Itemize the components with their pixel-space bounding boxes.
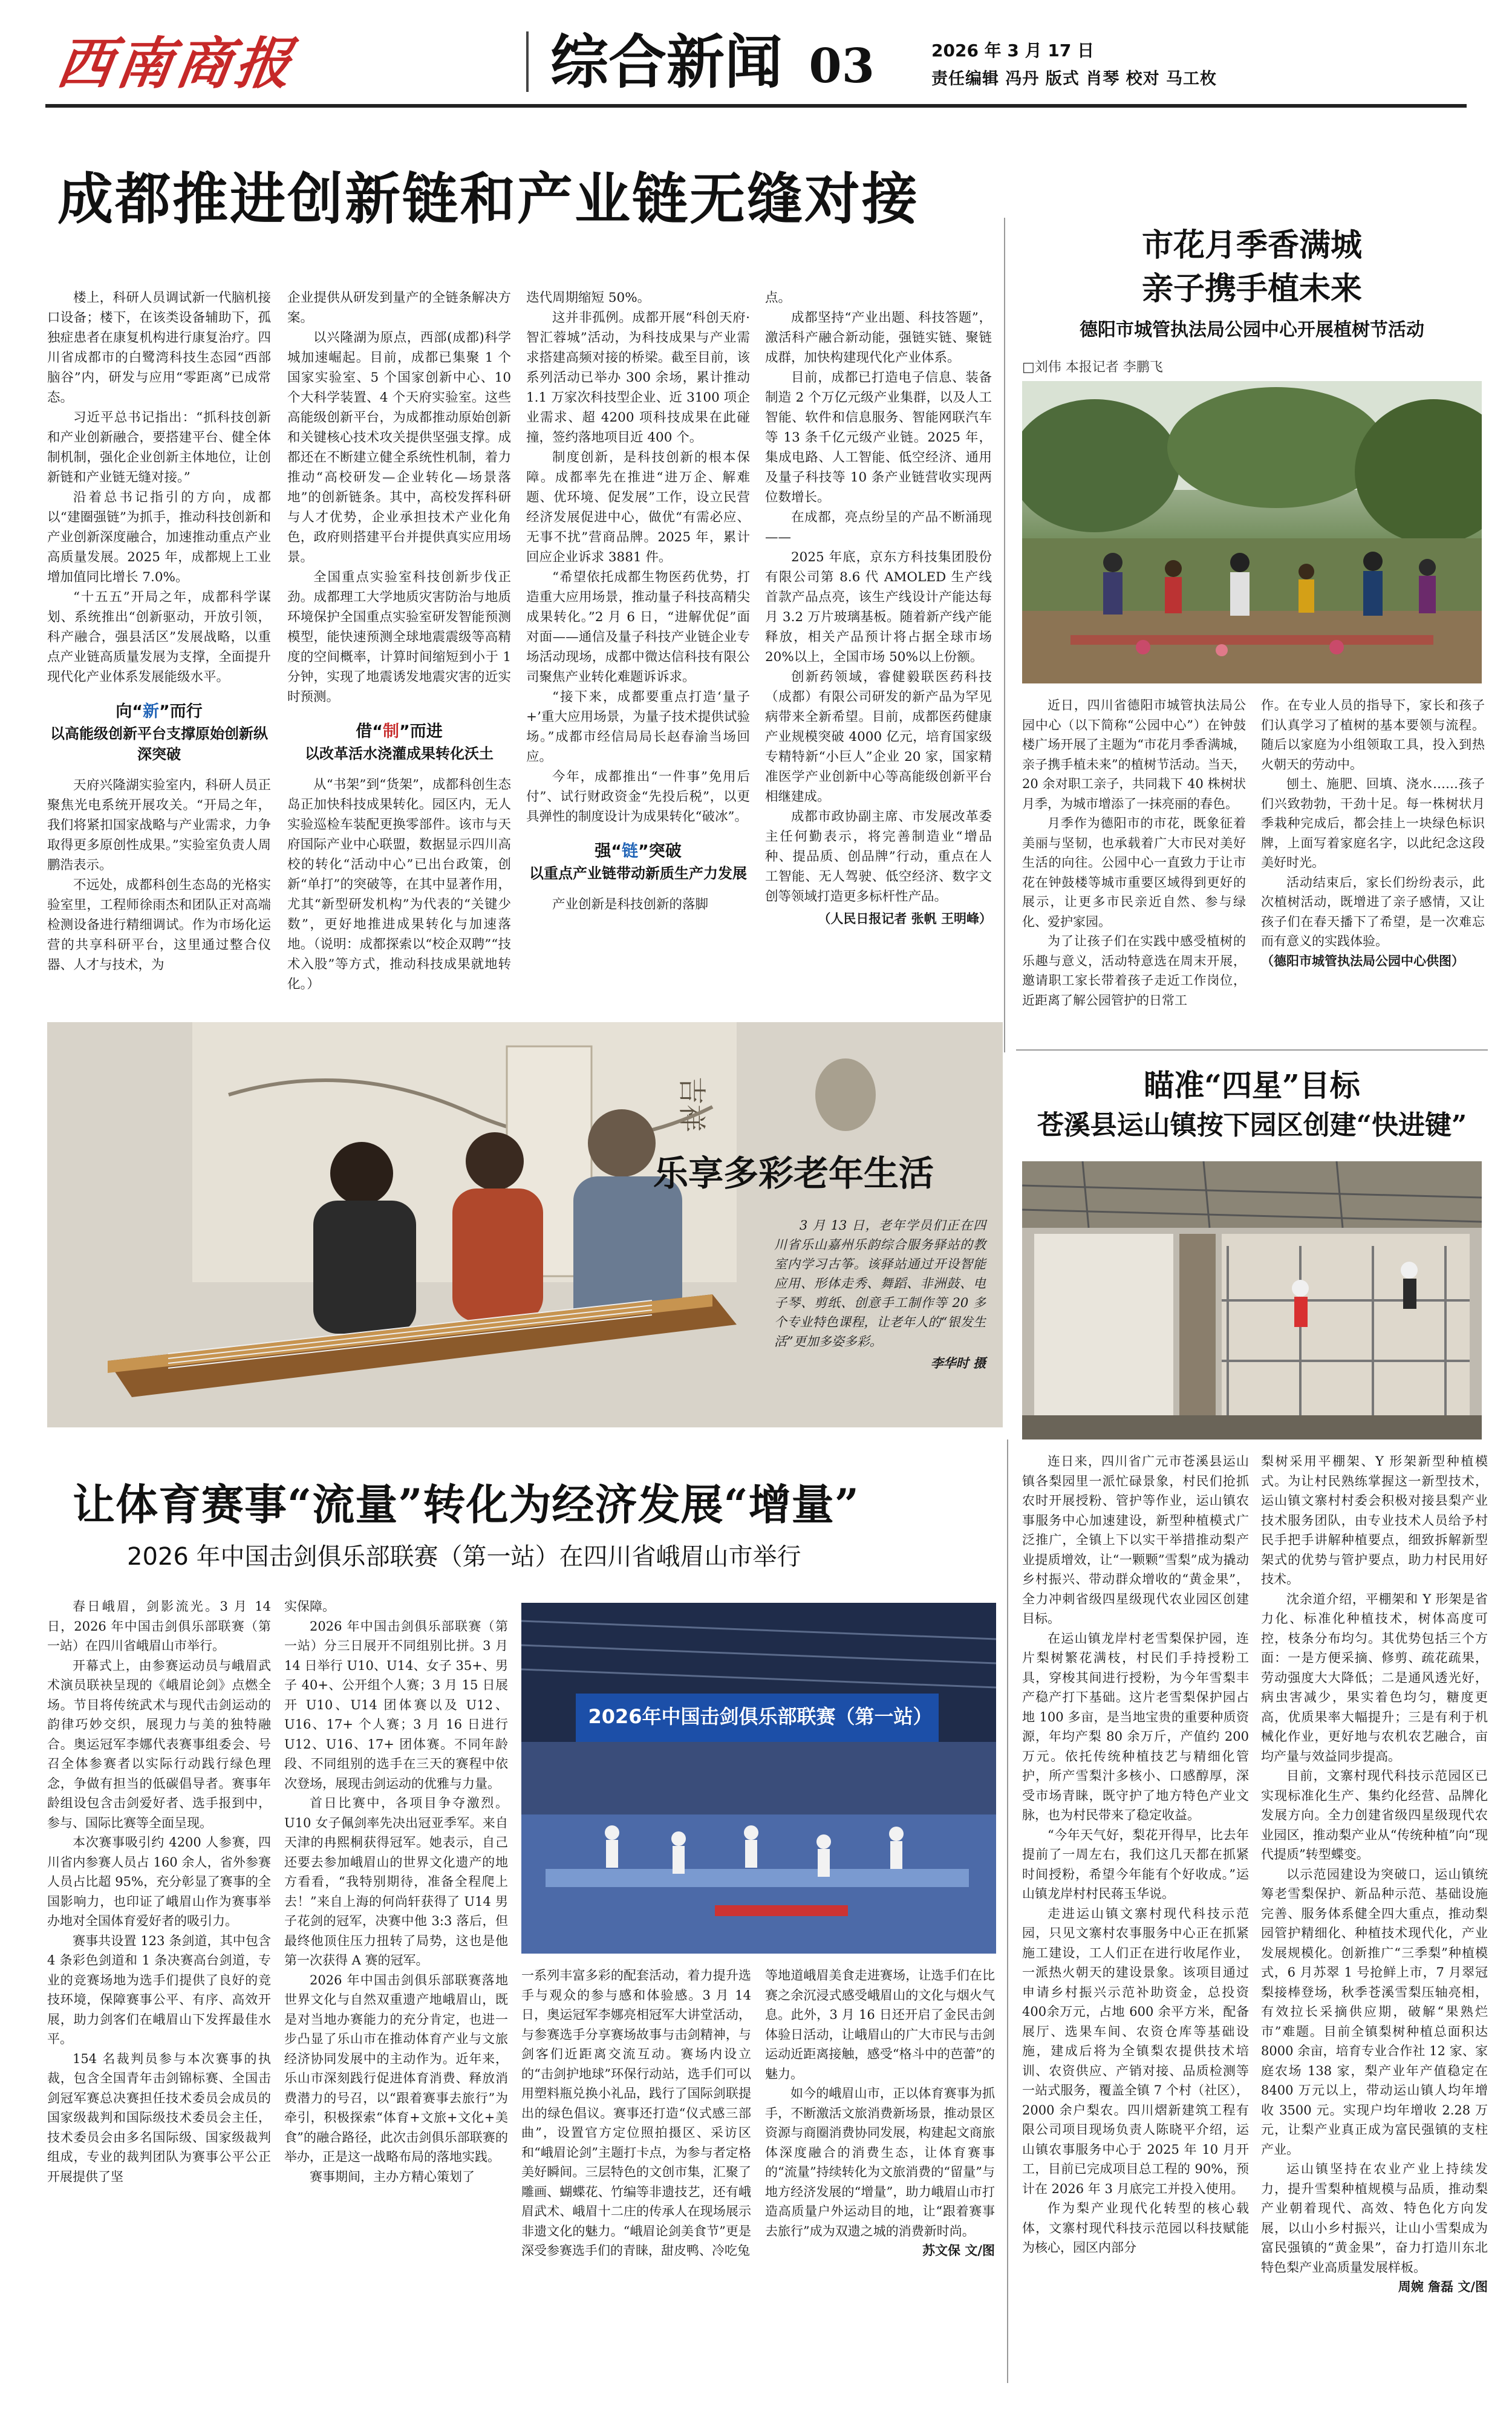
story1-subhead3: 强“链”突破 以重点产业链带动新质生产力发展 (529, 842, 747, 882)
fencing-banner-text: 2026年中国击剑俱乐部联赛（第一站） (588, 1705, 933, 1728)
story1-col1-bottom: 天府兴隆湖实验室内，科研人员正聚焦光电系统开展攻关。“开局之年，我们将紧扣国家战略与产业需求，力争取得更多原创性成果。”实验室负责人周鹏浩表示。 不远处，成都科创生态岛的光格实验室里，工程师徐雨杰和团队正对高端检测设备进行精细调试。作为市场化运营的共享科研平台，这里通过整合仪器、人才与技术，为 (47, 778, 271, 973)
story1-col3: 迭代周期缩短 50%。 这并非孤例。成都开展“科创天府·智汇蓉城”活动，为科技成果与产业需求搭建高频对接的桥梁。截至目前，该系列活动已举办 300 余场，累计推动 1.1 万家次科技型企业、近 3100 项企业需求、超 4200 项科技成果在此碰撞，签约落地项目近 400 个。 制度创新，是科技创新的根本保障。成都率先在推进“进万企、解难题、优环境、促发展”工作，设立民营经济发展促进中心，做优“有需必应、无事不扰”营商品牌。2025 年，累计回应企业诉求 3881 件。 “希望依托成都生物医药优势，打造重大应用场景，推动量子科技高精尖成果转化。”2 月 6 日，“进解优促”面对面——通信及量子科技产业链企业专场活动现场，成都中微达信科技有限公司聚焦产业转化难题诉诉求。 “接下来，成都要重点打造‘量子+’重大应用场景，为量子技术提供试验场。”成都市经信局局长赵春渝当场回应。 今年，成都推出“一件事”免用后付”、试行财政资金“先投后税”，以更具弹性的制度设计为成果转化“破冰”。 强“链”突破 以重点产业链带动新质生产力发展 产业创新是科技创新的落脚 (526, 290, 750, 912)
story5-col3: 一系列丰富多彩的配套活动，着力提升选手与观众的参与感和体验感。3 月 14 日，奥运冠军李娜亮相冠军大讲堂活动，与参赛选手分享赛场故事与击剑精神，与剑客们近距离交流互动。赛场内设立的“击剑护地球”环保行动站，选手们可以用塑料瓶兑换小礼品，践行了国际剑联提出的绿色倡议。赛事还打造“仪式感三部曲”，设置官方定位照拍摄区、采访区和“峨眉论剑”主题打卡点，为参与者定格美好瞬间。三层特色的文创市集，汇聚了雕画、蝴蝶花、竹编等非遗技艺，还有峨眉武术、峨眉十二庄的传承人在现场展示非遗文化的魅力。“峨眉论剑美食节”更是深受参赛选手们的青睐，甜皮鸭、冷吃兔 (521, 1968, 751, 2258)
story1-subhead2: 借“制”而进 以改革活水浇灌成果转化沃土 (305, 722, 494, 762)
story2-subhead: 德阳市城管执法局公园中心开展植树节活动 (1080, 319, 1424, 341)
story2-photo-credit: □刘伟 本报记者 李鹏飞 (1022, 360, 1163, 375)
story2-byline: （德阳市城管执法局公园中心供图） (1261, 953, 1464, 968)
page-number: 03 (809, 39, 875, 94)
story3-credit: 李华时 摄 (930, 1356, 986, 1371)
masthead: 西南商报 (53, 31, 299, 96)
editor-credits: 责任编辑 冯丹 版式 肖琴 校对 马工枚 (931, 70, 1217, 88)
tree-planting-scene (1022, 381, 1482, 683)
story1-col4: 点。 成都坚持“产业出题、科技答题”，激活科产融合新动能，强链实链、聚链成群，加快构建现代化产业体系。 目前，成都已打造电子信息、装备制造 2 个万亿元级产业集群，以及人工智能、软件和信息服务、智能网联汽车等 13 条千亿元级产业链。2025 年，集成电路、人工智能、低空经济、通用及量子科技等 10 条产业链营收实现两位数增长。 在成都，亮点纷呈的产品不断涌现—— 2025 年底，京东方科技集团股份有限公司第 8.6 代 AMOLED 生产线首款产品点亮，该生产线设计产能达每月 3.2 万片玻璃基板。随着新产线产能释放，相关产品预计将占据全球市场 20%以上，全国市场 50%以上份额。 创新药领域，睿健毅联医药科技（成都）有限公司研发的新产品为罕见病带来全新希望。目前，成都医药健康产业规模突破 4000 亿元，培育国家级专精特新“小巨人”企业 20 家，国家精准医学产业创新中心等高能级创新平台相继建成。 成都市政协副主席、市发展改革委主任何勤表示，将完善制造业“增品种、提品质、创品牌”行动，重点在人工智能、无人驾驶、低空经济、数字文创等领域打造更多标杆性产品。 （人民日报记者 张帆 王明峰） (765, 288, 992, 1044)
headline-story3: 乐享多彩老年生活 (653, 1153, 934, 1194)
story1-byline: （人民日报记者 张帆 王明峰） (818, 911, 992, 926)
headline-story5: 让体育赛事“流量”转化为经济发展“增量” (73, 1479, 860, 1530)
story1-col2: 企业提供从研发到量产的全链条解决方案。 以兴隆湖为原点，西部(成都)科学城加速崛起。目前，成都已集聚 1 个国家实验室、5 个国家创新中心、10 个大科学装置、4 个天府实验室。这些高能级创新平台，为成都推动原始创新和关键核心技术攻关提供坚强支撑。成都还在不断建立健全系统性机制，着力推动“高校研发—企业转化—场景落地”的创新链条。其中，高校发挥科研与人才优势，企业承担技术产业化角色，政府则搭建平台并提供真实应用场景。 全国重点实验室科技创新步伐正劲。成都理工大学地质灾害防治与地质环境保护全国重点实验室研发智能预测模型，能快速预测全球地震震级等高精度的空间概率，计算时间缩短到小于 1 分钟，实现了地震诱发地震灾害的近实时预测。 借“制”而进 以改革活水浇灌成果转化沃土 从“书架”到“货架”，成都科创生态岛正加快科技成果转化。园区内，无人实验巡检车装配更换零部件。该市与天府国际产业中心联盟，数据显示四川高校的转化“活动中心”已出台政策，创新“单打”的突破等，在其中显著作用，尤其“新型研发机构”为代表的“关键少数”，更好地推进成果转化与加速落地。（说明：成都探索以“校企双聘”“技术入股”等方式，推动科技成果就地转化。） (287, 290, 511, 992)
column-divider-lower (1007, 1439, 1008, 2383)
fencing-scene (521, 1603, 996, 1954)
story2-bottom-rule (1016, 1049, 1488, 1051)
tree-planting-photo (1022, 381, 1482, 683)
story5-subhead: 2026 年中国击剑俱乐部联赛（第一站）在四川省峨眉山市举行 (127, 1543, 801, 1571)
section-name: 综合新闻 (550, 28, 783, 96)
fencing-event-photo (521, 1603, 996, 1954)
story5-byline: 苏文保 文/图 (922, 2243, 995, 2258)
pear-orchard-facility-photo (1022, 1161, 1482, 1439)
story2-body-left: 近日，四川省德阳市城管执法局公园中心（以下简称“公园中心”）在钟鼓楼广场开展了主题为“市花月季香满城，亲子携手植未来”的植树节活动。当天，20 余对职工亲子，共同栽下 40 株树状月季，为城市增添了一抹亮丽的春色。 月季作为德阳市的市花，既象征着美丽与坚韧，也承载着广大市民对美好生活的向往。公园中心一直致力于让市花在钟鼓楼等城市重要区域得到更好的展示，让更多市民亲近自然、参与绿化、爱护家园。 为了让孩子们在实践中感受植树的乐趣与意义，活动特意选在周末开展，邀请职工家长带着孩子走近工作岗位，近距离了解公园管护的日常工 (1022, 698, 1246, 1008)
story5-col1: 春日峨眉，剑影流光。3 月 14 日，2026 年中国击剑俱乐部联赛（第一站）在四川省峨眉山市举行。 开幕式上，由参赛运动员与峨眉武术演员联袂呈现的《峨眉论剑》点燃全场。节目将传统武术与现代击剑运动的韵律巧妙交织，展现力与美的独特融合。奥运冠军李娜代表赛事组委会、号召全体参赛者以实际行动践行绿色理念，争做有担当的低碳倡导者。赛事年龄组设包含击剑爱好者、选手报到中，参与、国际比赛等全面呈现。 本次赛事吸引约 4200 人参赛，四川省内参赛人员占 160 余人，省外参赛人员占比超 95%，充分彰显了赛事的全国影响力，也印证了峨眉山作为赛事举办地对全国体育爱好者的吸引力。 赛事共设置 123 条剑道，其中包含 4 条彩色剑道和 1 条决赛高台剑道，专业的竞赛场地为选手们提供了良好的竞技环境，保障赛事公平、有序、高效开展，助力剑客们在峨眉山下发挥最佳水平。 154 名裁判员参与本次赛事的执裁，包含全国青年击剑锦标赛、全国击剑冠军赛总决赛担任技术委员会成员的国家级裁判和国际级技术委员会主任，技术委员会由多名国际级、国家级裁判组成，专业的裁判团队为赛事公平公正开展提供了坚 (47, 1599, 271, 2184)
publish-date: 2026 年 3 月 17 日 (931, 41, 1095, 60)
story5-col2: 实保障。 2026 年中国击剑俱乐部联赛（第一站）分三日展开不同组别比拼。3 月 14 日举行 U10、U14、女子 35+、男子 40+、公开组个人赛；3 月 15 日展开 U10、U14 团体赛以及 U12、U16、17+ 个人赛；3 月 16 日进行 U12、U16、17+ 团体赛。不同年龄段、不同组别的选手在三天的赛程中依次登场，展现击剑运动的优雅与力量。 首日比赛中，各项目争夺激烈。U10 女子佩剑率先决出冠亚季军。来自天津的冉熙桐获得冠军。她表示，自己还要去参加峨眉山的世界文化遗产的地方看看，“我特别期待，准备全程爬上去！”来自上海的何尚轩获得了 U14 男子花剑的冠军，决赛中他 3:3 落后，但最终他顶住压力扭转了局势，这也是他第一次获得 A 赛的冠军。 2026 年中国击剑俱乐部联赛落地世界文化与自然双重遗产地峨眉山，既是对当地办赛能力的充分肯定，也进一步凸显了乐山市在推动体育产业与文旅经济协同发展中的主动作为。近年来，乐山市深刻践行促进体育消费、释放消费潜力的号召，以“跟着赛事去旅行”为牵引，积极探索“体育+文旅+文化+美食”的融合路径，此次击剑俱乐部联赛的举办，正是这一战略布局的落地实践。 赛事期间，主办方精心策划了 (284, 1599, 508, 2184)
headline-story1: 成都推进创新链和产业链无缝对接 (57, 167, 920, 232)
header-rule (45, 104, 1467, 108)
story4-byline: 周婉 詹磊 文/图 (1398, 2280, 1488, 2294)
svg-text:吉祥: 吉祥 (676, 1077, 708, 1132)
headline-story4: 瞄准“四星”目标 苍溪县运山镇按下园区创建“快进键” (1037, 1068, 1467, 1141)
story4-body-left: 连日来，四川省广元市苍溪县运山镇各梨园里一派忙碌景象，村民们抢抓农时开展授粉、管护等作业，运山镇农事服务中心加速建设，新型种植模式广泛推广，全镇上下以实干举措推动梨产业提质增效，让“一颗颗”雪梨”成为撬动乡村振兴、带动群众增收的“黄金果”，全力冲刺省级四星级现代农业园区创建目标。 在运山镇龙岸村老雪梨保护园，连片梨树繁花满枝，村民们手持授粉工具，穿梭其间进行授粉，为今年雪梨丰产稳产打下基础。这片老雪梨保护园占地 100 多亩，是当地宝贵的重要种质资源，年均产梨 80 余万斤，产值约 200 万元。依托传统种植技艺与精细化管护，所产雪梨汁多核小、口感醇厚，深受市场青睐，既守护了地方特色产业文脉，也为村民带来了稳定收益。 “今年天气好，梨花开得早，比去年提前了一周左右，我们这几天都在抓紧时间授粉，希望今年能有个好收成。”运山镇龙岸村村民蒋玉华说。 走进运山镇文寨村现代科技示范园，只见文寨村农事服务中心正在抓紧施工建设，工人们正在进行收尾作业，一派热火朝天的建设景象。该项目通过申请乡村振兴示范补助资金，总投资 400余万元，占地 600 余平方米，配备展厅、选果车间、农资仓库等基础设施，建成后将为全镇梨农提供技术培训、农资供应、产销对接、品质检测等一站式服务，覆盖全镇 7 个村（社区），2000 余户梨农。四川熠新建筑工程有限公司项目现场负责人陈晓平介绍，运山镇农事服务中心于 2025 年 10 月开工，目前已完成项目总工程的 90%，预计在 2026 年 3 月底完工并投入使用。 作为梨产业现代化转型的核心载体，文寨村现代科技示范园以科技赋能为核心，园区内部分 (1022, 1454, 1249, 2255)
story1-subhead1: 向“新”而行 以高能级创新平台支撑原始创新纵深突破 (50, 702, 268, 763)
story5-col4: 等地道峨眉美食走进赛场，让选手们在比赛之余沉浸式感受峨眉山的文化与烟火气息。此外，3 月 16 日还开启了金民击剑体验日活动，让峨眉山的广大市民与击剑运动近距离接触，感受“格斗中的芭蕾”的魅力。 如今的峨眉山市，正以体育赛事为抓手，不断激活文旅消费新场景，推动景区资源与商圈消费协同发展，构建起文商旅体深度融合的消费生态，让体育赛事的“流量”持续转化为文旅消费的“留量”与地方经济发展的“增量”，助力峨眉山市打造高质量户外运动目的地，让“跟着赛事去旅行”成为双遗之城的消费新时尚。 苏文保 文/图 (765, 1966, 995, 2401)
story2-body-right: 作。在专业人员的指导下，家长和孩子们认真学习了植树的基本要领与流程。随后以家庭为小组领取工具，投入到热火朝天的劳动中。 刨土、施肥、回填、浇水……孩子们兴致勃勃，干劲十足。每一株树状月季栽种完成后，都会挂上一块绿色标识牌，上面写着家庭名字，以此纪念这段美好时光。 活动结束后，家长们纷纷表示，此次植树活动，既增进了亲子感情，又让孩子们在春天播下了希望，是一次难忘而有意义的实践体验。 （德阳市城管执法局公园中心供图） (1261, 696, 1485, 971)
story1-col1-top: 楼上，科研人员调试新一代脑机接口设备；楼下，在该类设备辅助下，孤独症患者在康复机构进行康复治疗。四川省成都市的白鹭湾科技生态园“西部脑谷”内，研发与应用“零距离”已成常态。 习近平总书记指出：“抓科技创新和产业创新融合，要搭建平台、健全体制机制，强化企业创新主体地位，让创新链和产业链无缝对接。” 沿着总书记指引的方向，成都以“建圈强链”为抓手，推动科技创新和产业创新深度融合，加速推动重点产业高质量发展。2025 年，成都规上工业增加值同比增长 7.0%。 “十五五”开局之年，成都科学谋划、系统推出“创新驱动，开放引领，科产融合，强县活区”发展战略，以重点产业链高质量发展为支撑，全面提升现代化产业体系发展能级水平。 (47, 290, 271, 685)
story1-col1 (47, 288, 271, 1044)
construction-scene (1022, 1161, 1482, 1439)
section-title (550, 29, 875, 100)
story4-body-right: 梨树采用平棚架、Y 形架新型种植模式。为让村民熟练掌握这一新型技术，运山镇文寨村村委会积极对接县梨产业技术服务团队，由专业技术人员给予村民手把手讲解种植要点，细致拆解新型架式的优势与管护要点，助力村民用好技术。 沈余道介绍，平棚架和 Y 形架是省力化、标准化种植技术，树体高度可控，枝条分布均匀。其优势包括三个方面：一是方便采摘、修剪、疏花疏果，劳动强度大大降低；二是通风透光好，病虫害减少，果实着色均匀，糖度更高，优质果率大幅提升；三是有利于机械化作业，更好地与农机农艺融合，亩均产量与效益同步提高。 目前，文寨村现代科技示范园区已实现标准化生产、集约化经营、品牌化发展方向。全力创建省级四星级现代农业园区，推动梨产业从“传统种植”向“现代提质”转型蝶变。 以示范园建设为突破口，运山镇统筹老雪梨保护、新品种示范、基础设施完善、服务体系健全四大重点，推动梨园管护精细化、种植技术现代化，产业发展规模化。创新推广“三季梨”种植模式，6 月苏翠 1 号抢鲜上市，7 月翠冠梨接棒登场，秋季苍溪雪梨压轴亮相，有效拉长采摘供应期，破解“果熟烂市”难题。目前全镇梨树种植总面积达 8000 余亩，培育专业合作社 12 家、家庭农场 138 家，梨产业年产值稳定在 8400 万元以上，带动运山镇人均年增收 3500 元。实现户均年增收 2.28 万元，让梨产业真正成为富民强镇的支柱产业。 运山镇坚持在农业产业上持续发力，提升雪梨种植规模与品质，推动梨产业朝着现代、高效、特色化方向发展，以山小乡村振兴，让山小雪梨成为富民强镇的“黄金果”，奋力打造川东北特色梨产业高质量发展样板。 周婉 詹磊 文/图 (1261, 1452, 1488, 2297)
header-divider-left (526, 31, 529, 92)
headline-story2: 市花月季香满城 亲子携手植未来 (1141, 227, 1362, 307)
story3-caption: 3 月 13 日，老年学员们正在四川省乐山嘉州乐韵综合服务驿站的教室内学习古筝。该驿站通过开设智能应用、形体走秀、舞蹈、非洲鼓、电子琴、剪纸、创意手工制作等 20 多个专业特色课程，让老年人的“银发生活”更加多姿多彩。 李华时 摄 (774, 1216, 986, 1373)
column-divider-right (1004, 218, 1005, 1052)
